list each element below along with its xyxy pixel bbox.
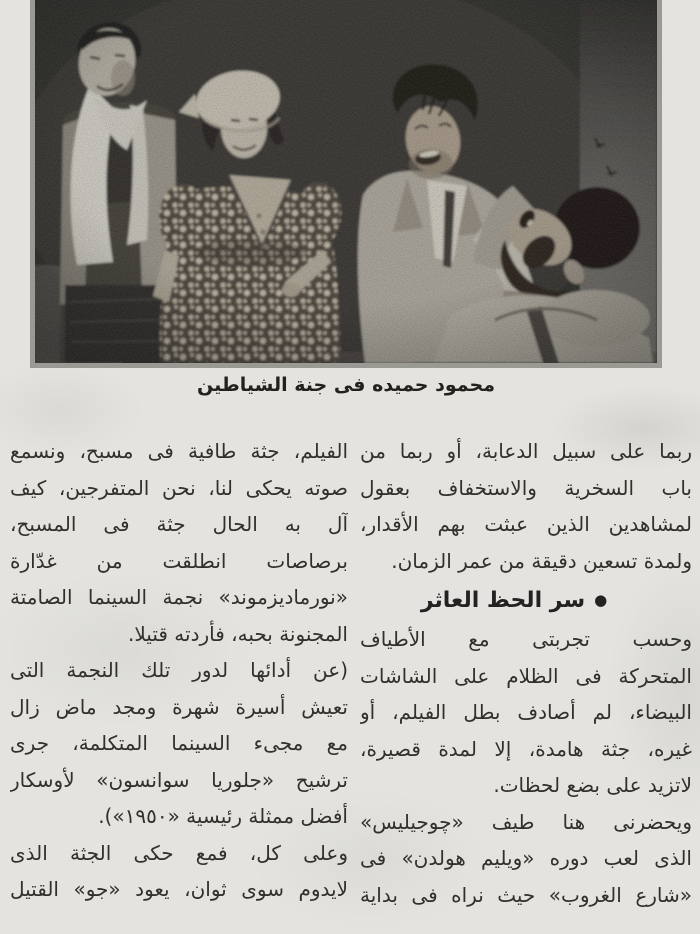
text-line: «شارع الغروب» حيث نراه فى بداية xyxy=(360,882,692,907)
text-line: الذى لعب دوره «ويليم هولدن» فى xyxy=(360,846,692,870)
text-line: ولمدة تسعين دقيقة من عمر الزمان. xyxy=(391,548,692,573)
text-line: برصاصات انطلقت من غدّارة xyxy=(10,548,348,573)
text-line: لمشاهدين الذين عبثت بهم الأقدار، xyxy=(360,512,692,536)
text-line: تعيش أسيرة شهرة ومجد ماض زال xyxy=(10,694,348,719)
film-still-graphic xyxy=(35,0,657,363)
text-line: المتحركة فى الظلام على الشاشات xyxy=(360,663,692,688)
text-line: المجنونة بحبه، فأردته قتيلا. xyxy=(128,621,348,646)
bullet-icon: ● xyxy=(594,590,608,609)
text-line: مع مجىء السينما المتكلمة، جرى xyxy=(10,731,348,755)
text-line: غيره، جثة هامدة، إلا لمدة قصيرة، xyxy=(360,736,692,761)
text-line: ويحضرنى هنا طيف «چوجيليس» xyxy=(360,809,692,834)
text-line: وعلى كل، فمع حكى الجثة الذى xyxy=(10,840,348,865)
text-line: ربما على سبيل الدعابة، أو ربما من xyxy=(360,439,692,463)
article-column-left xyxy=(10,433,348,908)
film-still-photo xyxy=(30,0,662,368)
text-line: وحسب تجربتى مع الأطياف xyxy=(360,627,692,651)
text-line: «نورماديزموند» نجمة السينما الصامتة xyxy=(10,585,348,609)
section-heading xyxy=(348,579,680,621)
section-heading-text: سر الحظ العاثر xyxy=(420,587,586,613)
text-line: ترشيح «جلوريا سوانسون» لأوسكار xyxy=(10,767,348,792)
photo-caption: محمود حميده فى جنة الشياطين xyxy=(197,374,495,396)
text-line: الفيلم، جثة طافية فى مسبح، ونسمع xyxy=(10,439,348,463)
text-line: أفضل ممثلة رئيسية «١٩٥٠»). xyxy=(98,804,348,828)
text-line: البيضاء، لم أصادف بطل الفيلم، أو xyxy=(360,700,692,724)
text-line: لايدوم سوى ثوان، يعود «جو» القتيل xyxy=(10,877,348,901)
text-line: آل به الحال جثة فى المسبح، xyxy=(10,512,348,536)
text-line: (عن أدائها لدور تلك النجمة التى xyxy=(10,658,348,682)
text-line: صوته يحكى لنا، نحن المتفرجين، كيف xyxy=(10,475,348,500)
article-column-right xyxy=(360,433,692,913)
text-line: باب السخرية والاستخفاف بعقول xyxy=(360,475,692,500)
text-line: لاتزيد على بضع لحظات. xyxy=(493,773,692,797)
